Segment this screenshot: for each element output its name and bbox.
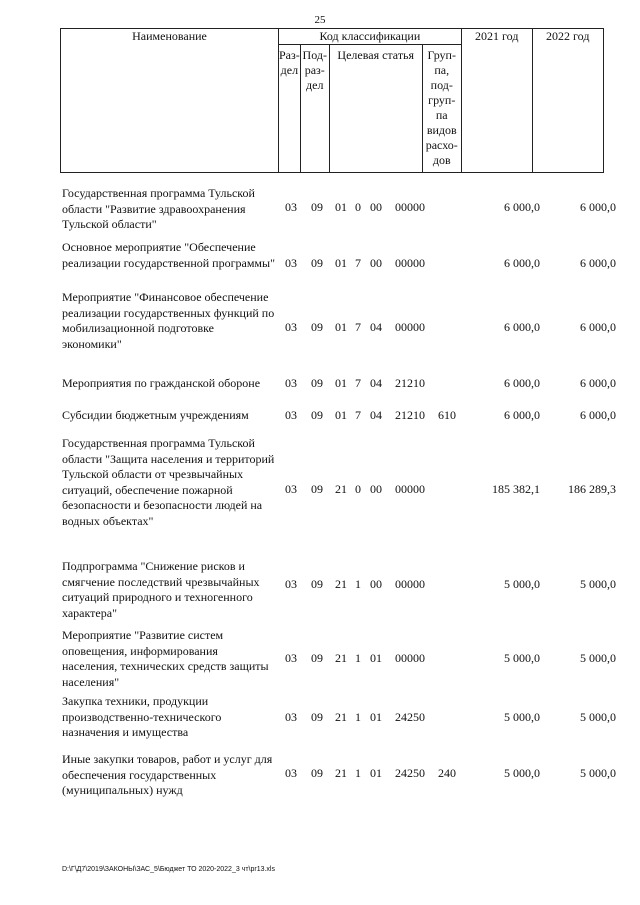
row-code-c4: 00000 <box>395 320 425 334</box>
row-code-c1: 21 <box>335 651 347 665</box>
header-2022-label: 2022 год <box>546 29 590 43</box>
row-value-2021: 5 000,0 <box>504 766 540 780</box>
page-number: 25 <box>314 14 326 26</box>
row-code-c4: 00000 <box>395 577 425 591</box>
row-code-rz: 03 <box>285 766 297 780</box>
row-name: Мероприятия по гражданской обороне <box>62 376 261 390</box>
row-code-c1: 01 <box>335 408 347 422</box>
row-value-2021: 6 000,0 <box>504 376 540 390</box>
header-2021-label: 2021 год <box>475 29 519 43</box>
row-code-c1: 21 <box>335 766 347 780</box>
row-name: Государственная программа Тульской области "Развитие здравоохранения Тульской области" <box>62 186 255 231</box>
row-value-2021: 6 000,0 <box>504 408 540 422</box>
row-name: Субсидии бюджетным учреждениям <box>62 408 249 422</box>
row-code-c3: 01 <box>370 766 382 780</box>
row-code-c2: 7 <box>355 408 361 422</box>
row-code-pr: 09 <box>311 482 323 496</box>
row-code-c1: 01 <box>335 320 347 334</box>
row-code-c1: 21 <box>335 577 347 591</box>
row-code-vr: 610 <box>438 408 456 422</box>
header-name-label: Наименование <box>132 29 207 43</box>
header-code-group-label: Код классификации <box>319 29 421 43</box>
row-value-2022: 5 000,0 <box>580 710 616 724</box>
row-value-2022: 6 000,0 <box>580 200 616 214</box>
row-code-rz: 03 <box>285 408 297 422</box>
row-value-2021: 5 000,0 <box>504 651 540 665</box>
row-value-2021: 6 000,0 <box>504 320 540 334</box>
row-code-c2: 1 <box>355 577 361 591</box>
row-code-c2: 0 <box>355 200 361 214</box>
row-code-c3: 00 <box>370 577 382 591</box>
row-code-pr: 09 <box>311 766 323 780</box>
row-code-c3: 00 <box>370 200 382 214</box>
row-value-2021: 6 000,0 <box>504 200 540 214</box>
row-code-c4: 24250 <box>395 710 425 724</box>
row-value-2022: 5 000,0 <box>580 651 616 665</box>
row-name: Подпрограмма "Снижение рисков и смягчение последствий чрезвычайных ситуаций природного и техногенного характера" <box>62 559 260 620</box>
row-code-c3: 00 <box>370 482 382 496</box>
header-podrazdel: Под- раз- дел <box>300 45 329 173</box>
row-code-vr: 240 <box>438 766 456 780</box>
row-value-2021: 185 382,1 <box>492 482 540 496</box>
row-code-c4: 00000 <box>395 651 425 665</box>
row-code-pr: 09 <box>311 710 323 724</box>
row-code-c4: 24250 <box>395 766 425 780</box>
header-vid: Груп- па, под- груп- па видов расхо- дов <box>422 45 461 173</box>
row-code-c2: 1 <box>355 651 361 665</box>
row-value-2021: 6 000,0 <box>504 256 540 270</box>
row-code-rz: 03 <box>285 482 297 496</box>
row-code-c3: 04 <box>370 408 382 422</box>
file-path-footer: D:\Г\Д7\2019\ЗАКОНЫ\ЗАС_5\Бюджет ТО 2020-2022_3 чт\pr13.xls <box>62 866 275 873</box>
row-code-c3: 04 <box>370 320 382 334</box>
row-value-2022: 5 000,0 <box>580 577 616 591</box>
row-code-rz: 03 <box>285 577 297 591</box>
row-code-c2: 1 <box>355 710 361 724</box>
row-code-c2: 0 <box>355 482 361 496</box>
row-code-c4: 00000 <box>395 482 425 496</box>
row-code-rz: 03 <box>285 256 297 270</box>
row-code-rz: 03 <box>285 376 297 390</box>
row-code-rz: 03 <box>285 651 297 665</box>
row-code-rz: 03 <box>285 710 297 724</box>
row-code-rz: 03 <box>285 320 297 334</box>
row-value-2022: 6 000,0 <box>580 256 616 270</box>
row-code-c1: 21 <box>335 482 347 496</box>
row-code-c2: 1 <box>355 766 361 780</box>
row-code-c3: 04 <box>370 376 382 390</box>
row-code-pr: 09 <box>311 577 323 591</box>
row-code-c1: 01 <box>335 256 347 270</box>
row-value-2022: 6 000,0 <box>580 320 616 334</box>
row-code-pr: 09 <box>311 651 323 665</box>
row-name: Мероприятие "Развитие систем оповещения, информирования населения, технических средств защиты населения" <box>62 628 269 689</box>
row-value-2022: 186 289,3 <box>568 482 616 496</box>
row-code-c2: 7 <box>355 320 361 334</box>
row-code-pr: 09 <box>311 376 323 390</box>
row-name: Мероприятие "Финансовое обеспечение реализации государственных функций по мобилизационной подготовке экономики" <box>62 290 275 351</box>
row-value-2021: 5 000,0 <box>504 710 540 724</box>
row-name: Основное мероприятие "Обеспечение реализации государственной программы" <box>62 240 275 270</box>
row-value-2022: 5 000,0 <box>580 766 616 780</box>
row-code-pr: 09 <box>311 320 323 334</box>
row-code-c3: 01 <box>370 651 382 665</box>
row-code-pr: 09 <box>311 408 323 422</box>
row-code-c2: 7 <box>355 256 361 270</box>
row-code-c2: 7 <box>355 376 361 390</box>
row-code-c4: 00000 <box>395 200 425 214</box>
row-code-c3: 01 <box>370 710 382 724</box>
row-code-c3: 00 <box>370 256 382 270</box>
row-code-pr: 09 <box>311 256 323 270</box>
row-code-c1: 01 <box>335 376 347 390</box>
row-code-c4: 21210 <box>395 376 425 390</box>
row-code-pr: 09 <box>311 200 323 214</box>
header-target: Целевая статья <box>329 45 422 173</box>
row-name: Закупка техники, продукции производственно-технического назначения и имущества <box>62 694 222 739</box>
row-name: Государственная программа Тульской области "Защита населения и территорий Тульской области от чрезвычайных ситуаций, обеспечение пожарной безопасности и безопасности людей на водных объектах" <box>62 436 275 528</box>
row-code-c4: 21210 <box>395 408 425 422</box>
row-code-rz: 03 <box>285 200 297 214</box>
row-code-c1: 01 <box>335 200 347 214</box>
row-value-2022: 6 000,0 <box>580 408 616 422</box>
header-razdel: Раз- дел <box>279 45 301 173</box>
row-value-2022: 6 000,0 <box>580 376 616 390</box>
row-name: Иные закупки товаров, работ и услуг для обеспечения государственных (муниципальных) нужд <box>62 752 273 797</box>
row-code-c4: 00000 <box>395 256 425 270</box>
row-value-2021: 5 000,0 <box>504 577 540 591</box>
row-code-c1: 21 <box>335 710 347 724</box>
